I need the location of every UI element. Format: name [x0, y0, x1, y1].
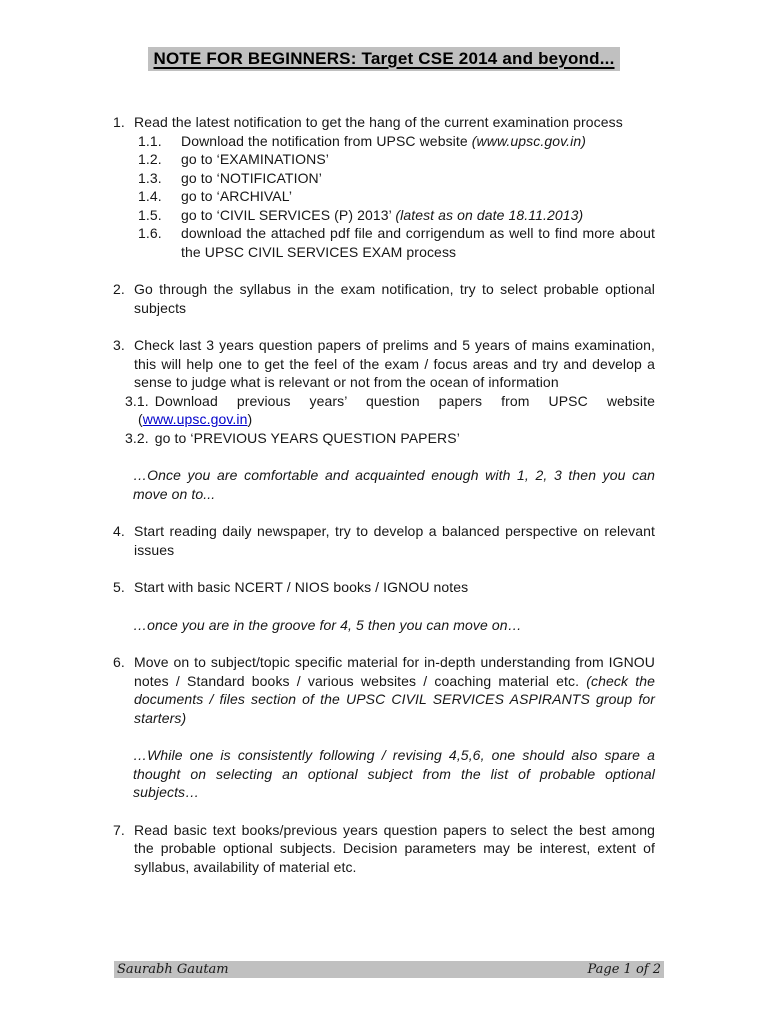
list-item-7	[113, 821, 655, 877]
note-1: …Once you are comfortable and acquainted enough with 1, 2, 3 then you can move on to...	[133, 467, 655, 502]
list-text: Read basic text books/previous years question papers to select the best among the probable optional subjects. Decision parameters may be interest, extent of syllabus, availability of material etc.	[134, 821, 655, 875]
note-2: …once you are in the groove for 4, 5 then you can move on…	[133, 616, 522, 633]
list-text-run: go to ‘CIVIL SERVICES (P) 2013’	[181, 206, 396, 223]
list-subitem-1-6	[138, 224, 655, 261]
list-text: Start reading daily newspaper, try to develop a balanced perspective on relevant issues	[134, 523, 655, 558]
list-number: 1.1.	[138, 132, 162, 149]
list-text: Start with basic NCERT / NIOS books / IGNOU notes	[134, 579, 469, 595]
list-text-run: )	[247, 411, 253, 427]
list-text: go to ‘NOTIFICATION’	[181, 169, 322, 186]
list-number: 1.3.	[138, 169, 162, 186]
list-item-4	[113, 522, 655, 559]
list-number: 5.	[113, 579, 125, 595]
list-subitem-3-1	[125, 392, 655, 429]
list-number: 2.	[113, 281, 125, 297]
list-number: 6.	[113, 654, 125, 670]
footer-author: Saurabh Gautam	[117, 962, 229, 977]
title-row	[113, 47, 655, 71]
list-subitem-1-3	[138, 169, 655, 188]
list-item-2	[113, 280, 655, 317]
list-number: 1.6.	[138, 225, 162, 241]
list-text	[134, 653, 655, 727]
list-text-run: Move on to subject/topic specific material for in-depth understanding from IGNOU notes / Standard books / various websites / coaching material etc.	[134, 654, 655, 689]
page-footer	[114, 961, 664, 978]
list-text: Check last 3 years question papers of prelims and 5 years of mains examination, this will help one to get the feel of the exam / focus areas and try and develop a sense to judge what is relevant or not from the ocean of information	[134, 337, 655, 390]
list-number: 3.1.	[125, 392, 149, 409]
list-item-5	[113, 578, 655, 597]
list-text-italic-run: (check the documents / files section of the UPSC CIVIL SERVICES ASPIRANTS group for starters)	[134, 672, 655, 726]
list-number: 1.	[113, 114, 125, 130]
list-text: go to ‘EXAMINATIONS’	[181, 151, 330, 167]
note-3: …While one is consistently following / revising 4,5,6, one should also spare a thought on selecting an optional subject from the list of probable optional subjects…	[133, 747, 655, 800]
list-number: 3.2.	[125, 429, 149, 446]
list-subitem-1-4	[138, 187, 655, 206]
upsc-website-link[interactable]: www.upsc.gov.in	[142, 411, 248, 427]
list-number: 4.	[113, 523, 125, 539]
list-subitem-1-5	[138, 206, 655, 225]
list-text-italic-run: (latest as on date 18.11.2013)	[395, 206, 584, 223]
list-text-run: go to ‘PREVIOUS YEARS QUESTION PAPERS’	[154, 429, 460, 446]
list-item-3	[113, 336, 655, 392]
list-number: 1.5.	[138, 206, 162, 223]
list-text	[181, 206, 655, 225]
list-number: 3.	[113, 337, 125, 353]
list-subitem-1-1	[138, 132, 655, 151]
list-number: 7.	[113, 821, 125, 838]
list-text: go to ‘ARCHIVAL’	[181, 188, 293, 204]
list-text	[181, 132, 655, 151]
list-number: 1.2.	[138, 151, 162, 167]
list-subitem-3-2	[125, 429, 655, 448]
list-item-6	[113, 653, 655, 727]
list-item-1	[113, 113, 655, 132]
list-subitem-1-2	[138, 150, 655, 169]
list-text-italic-run: (www.upsc.gov.in)	[471, 132, 587, 149]
page-title: NOTE FOR BEGINNERS: Target CSE 2014 and beyond...	[148, 47, 619, 71]
list-text: Read the latest notification to get the hang of the current examination process	[134, 114, 623, 130]
list-text-run: Download the notification from UPSC website	[181, 132, 472, 149]
list-number: 1.4.	[138, 188, 162, 204]
list-text: download the attached pdf file and corrigendum as well to find more about the UPSC CIVIL SERVICES EXAM process	[181, 225, 655, 260]
list-text: Go through the syllabus in the exam notification, try to select probable optional subjects	[134, 281, 655, 316]
list-text-run: Download previous years’ question papers from UPSC website (	[138, 392, 655, 427]
footer-page-number: Page 1 of 2	[587, 962, 661, 977]
